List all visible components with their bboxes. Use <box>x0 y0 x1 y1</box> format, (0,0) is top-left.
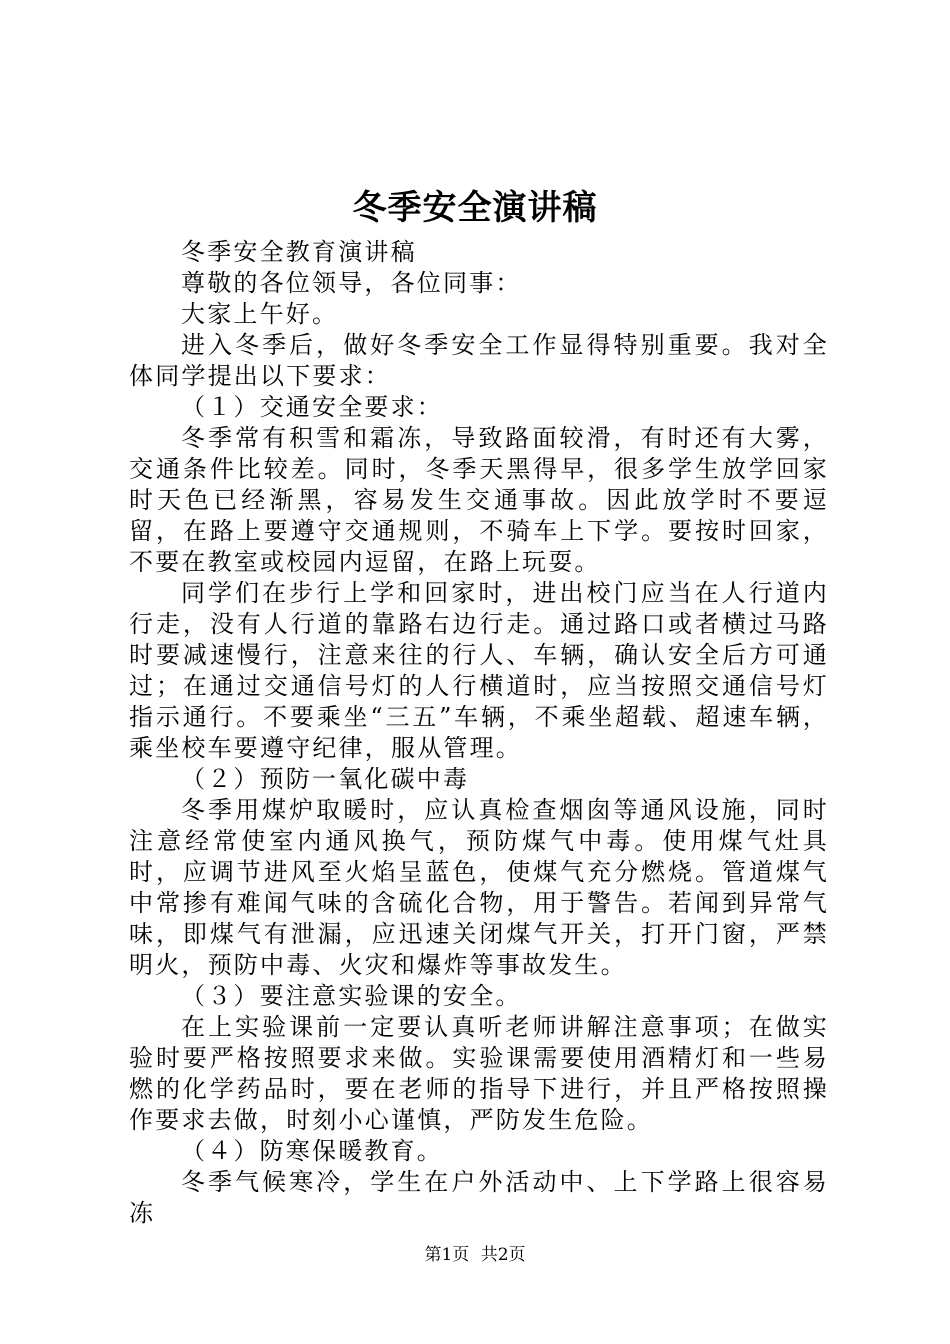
page-footer <box>0 1243 950 1267</box>
section-heading: （３）要注意实验课的安全。 <box>181 982 522 1010</box>
page-number: 第1页 <box>424 1245 470 1265</box>
paragraph: 进入冬季后，做好冬季安全工作显得特别重要。我对全体同学提出以下要求： <box>129 331 829 390</box>
paragraph: 冬季常有积雪和霜冻，导致路面较滑，有时还有大雾，交通条件比较差。同时，冬季天黑得早，很多学生放学回家时天色已经渐黑，容易发生交通事故。因此放学时不要逗留，在路上要遵守交通规则，不骑车上下学。要按时回家，不要在教室或校园内逗留，在路上玩耍。 <box>129 424 829 576</box>
section-heading: （１）交通安全要求： <box>181 393 443 421</box>
paragraph: 在上实验课前一定要认真听老师讲解注意事项；在做实验时要严格按照要求来做。实验课需要使用酒精灯和一些易燃的化学药品时，要在老师的指导下进行，并且严格按照操作要求去做，时刻小心谨慎，严防发生危险。 <box>129 1013 829 1134</box>
paragraph: 冬季安全教育演讲稿 <box>181 238 417 266</box>
document-body <box>129 237 829 1229</box>
paragraph: 冬季气候寒冷，学生在户外活动中、上下学路上很容易冻 <box>129 1168 829 1227</box>
document-title: 冬季安全演讲稿 <box>352 188 598 228</box>
section-heading: （２）预防一氧化碳中毒 <box>181 765 470 793</box>
paragraph: 大家上午好。 <box>181 300 339 328</box>
paragraph: 同学们在步行上学和回家时，进出校门应当在人行道内行走，没有人行道的靠路右边行走。通过路口或者横过马路时要减速慢行，注意来往的行人、车辆，确认安全后方可通过；在通过交通信号灯的人行横道时，应当按照交通信号灯指示通行。不要乘坐“三五”车辆，不乘坐超载、超速车辆，乘坐校车要遵守纪律，服从管理。 <box>129 579 829 762</box>
paragraph: 冬季用煤炉取暖时，应认真检查烟囱等通风设施，同时注意经常使室内通风换气，预防煤气中毒。使用煤气灶具时，应调节进风至火焰呈蓝色，使煤气充分燃烧。管道煤气中常掺有难闻气味的含硫化合物，用于警告。若闻到异常气味，即煤气有泄漏，应迅速关闭煤气开关，打开门窗，严禁明火，预防中毒、火灾和爆炸等事故发生。 <box>129 796 829 979</box>
page-total: 共2页 <box>480 1245 526 1265</box>
section-heading: （４）防寒保暖教育。 <box>181 1137 443 1165</box>
paragraph: 尊敬的各位领导，各位同事： <box>181 269 522 297</box>
